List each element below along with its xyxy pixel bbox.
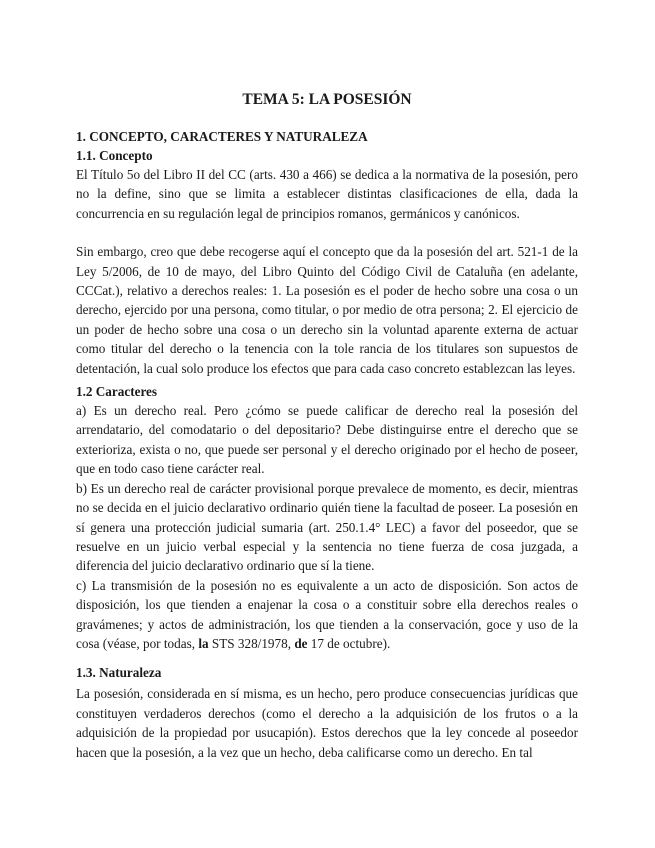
caracter-c-text-start: c) La transmisión de la posesión no es equivalente a un acto de disposición. Son actos de disposición, los que tienden a enajenar la cosa o a constituir sobre ella derechos reales o gravámenes; y actos de administración, los que tienden a la conservación, goce y uso de la cosa (véase, por todas, bbox=[76, 577, 578, 651]
naturaleza-heading-label: . Naturaleza bbox=[92, 665, 162, 681]
paragraph-spacer bbox=[76, 223, 578, 242]
document-title: TEMA 5: LA POSESIÓN bbox=[242, 91, 412, 108]
caracter-c-text-end: 17 de octubre). bbox=[307, 635, 391, 651]
paragraph-caracter-a: a) Es un derecho real. Pero ¿cómo se puede calificar de derecho real la posesión del arrendatario, del comodatario o del depositario? Debe distinguirse entre el derecho que se exterioriza, exista o no, que puede ser personal y el derecho originado por el hecho de poseer, que en todo caso tiene carácter real. bbox=[76, 403, 578, 477]
subsection-heading-caracteres: 1.2 Caracteres bbox=[76, 384, 158, 400]
caracter-c-bold-de: de bbox=[294, 635, 308, 651]
paragraph-naturaleza: La posesión, considerada en sí misma, es un hecho, pero produce consecuencias jurídicas que constituyen verdaderos derechos (como el derecho a la adquisición de los frutos o a la adquisición de la propiedad por usucapión). Estos derechos que la ley concede al poseedor hacen que la posesión, a la vez que un hecho, deba calificarse como un derecho. En tal bbox=[76, 686, 578, 760]
caracter-c-bold-la: la bbox=[198, 635, 209, 651]
subsection-heading-concepto: 1.1. Concepto bbox=[76, 148, 153, 163]
paragraph-caracter-c bbox=[76, 576, 578, 654]
subsection-heading-naturaleza bbox=[76, 663, 578, 682]
section-heading-concepto-caracteres-naturaleza: 1. CONCEPTO, CARACTERES Y NATURALEZA bbox=[76, 129, 368, 144]
paragraph-caracter-b: b) Es un derecho real de carácter provisional porque prevalece de momento, es decir, mientras no se decida en el juicio declarativo ordinario quién tiene la facultad de poseer. La posesión en sí genera una protección judicial sumaria (art. 250.1.4° LEC) a favor del poseedor, que se resuelve en un juicio verbal especial y la sentencia no tiene fuerza de cosa juzgada, a diferencia del juicio declarativo ordinario que sí la tiene. bbox=[76, 480, 578, 574]
paragraph-titulo-5: El Título 5o del Libro II del CC (arts. 430 a 466) se dedica a la normativa de la posesión, pero no la define, sino que se limita a establecer distintas clasificaciones de ella, dada la concurrencia en su regulación legal de principios romanos, germánicos y canónicos. bbox=[76, 167, 578, 221]
naturaleza-heading-number: 1.3 bbox=[76, 665, 93, 681]
caracter-c-text-mid: STS 328/1978, bbox=[208, 635, 295, 651]
document-page bbox=[76, 88, 578, 762]
paragraph-art-521-1: Sin embargo, creo que debe recogerse aquí el concepto que da la posesión del art. 521-1 de la Ley 5/2006, de 10 de mayo, del Libro Quinto del Código Civil de Cataluña (en adelante, CCCat.), relativo a derechos reales: 1. La posesión es el poder de hecho sobre una cosa o un derecho, ejercido por una persona, como titular, o por medio de otra persona; 2. El ejercicio de un poder de hecho sobre una cosa o un derecho sin la voluntad aparente externa de actuar como titular del derecho o la tenencia con la tole rancia de los titulares son supuestos de detentación, la cual solo produce los efectos que para cada caso concreto establezcan las leyes. bbox=[76, 244, 578, 376]
